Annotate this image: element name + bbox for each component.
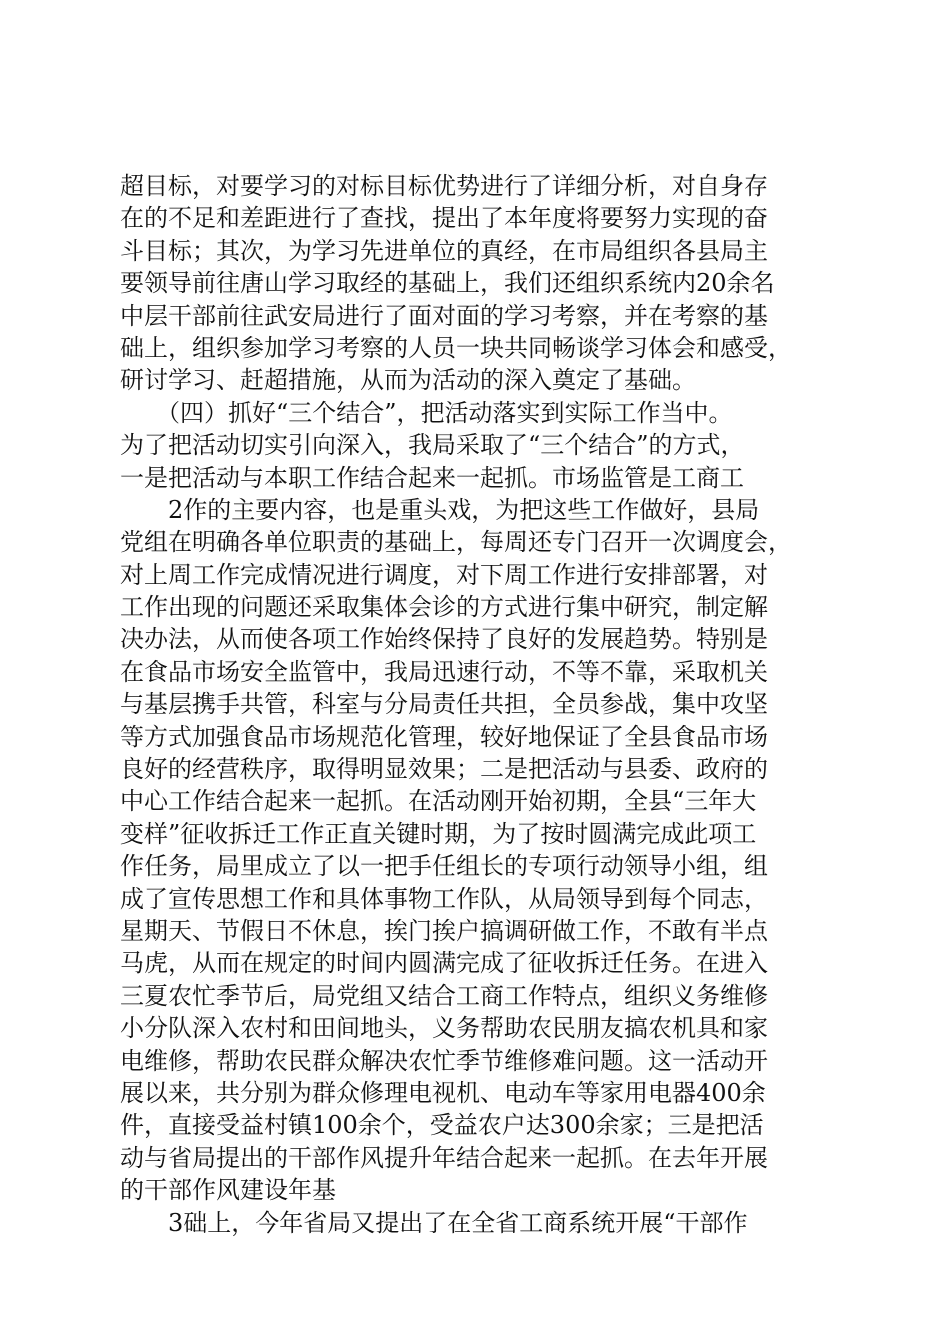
text-line: 在的不足和差距进行了查找，提出了本年度将要努力实现的奋 <box>120 204 768 233</box>
text-line: （四）抓好“三个结合”，把活动落实到实际工作当中。 <box>120 398 733 427</box>
text-line: 超目标，对要学习的对标目标优势进行了详细分析，对自身存 <box>120 172 768 200</box>
text-line: 中心工作结合起来一起抓。在活动刚开始初期，全县“三年大 <box>120 787 757 816</box>
text-line: 等方式加强食品市场规范化管理，较好地保证了全县食品市场 <box>120 722 768 751</box>
text-line: 对上周工作完成情况进行调度，对下周工作进行安排部署，对 <box>120 560 768 589</box>
text-line: 展以来，共分别为群众修理电视机、电动车等家用电器400余 <box>120 1078 766 1107</box>
text-line: 变样”征收拆迁工作正直关键时期，为了按时圆满完成此项工 <box>120 819 757 848</box>
document-body-text <box>120 170 840 1239</box>
text-line: 工作出现的问题还采取集体会诊的方式进行集中研究，制定解 <box>120 593 768 622</box>
text-line: 三夏农忙季节后，局党组又结合工商工作特点，组织义务维修 <box>120 981 768 1010</box>
text-line: 斗目标；其次，为学习先进单位的真经，在市局组织各县局主 <box>120 236 768 265</box>
text-line: 件，直接受益村镇100余个，受益农户达300余家；三是把活 <box>120 1111 764 1140</box>
text-line: 2作的主要内容，也是重头戏，为把这些工作做好，县局 <box>120 495 760 524</box>
text-line: 为了把活动切实引向深入，我局采取了“三个结合”的方式， <box>120 431 745 460</box>
text-line: 成了宣传思想工作和具体事物工作队，从局领导到每个同志， <box>120 884 768 913</box>
text-line: 小分队深入农村和田间地头，义务帮助农民朋友搞农机具和家 <box>120 1014 768 1043</box>
text-line: 星期天、节假日不休息，挨门挨户搞调研做工作，不敢有半点 <box>120 916 768 945</box>
text-line: 决办法，从而使各项工作始终保持了良好的发展趋势。特别是 <box>120 625 768 654</box>
text-line: 马虎，从而在规定的时间内圆满完成了征收拆迁任务。在进入 <box>120 949 768 978</box>
text-line: 要领导前往唐山学习取经的基础上，我们还组织系统内20余名 <box>120 269 775 298</box>
text-line: 作任务，局里成立了以一把手任组长的专项行动领导小组，组 <box>120 852 768 881</box>
text-line: 研讨学习、赶超措施，从而为活动的深入奠定了基础。 <box>120 366 696 395</box>
text-line: 的干部作风建设年基 <box>120 1176 336 1205</box>
text-line: 电维修，帮助农民群众解决农忙季节维修难问题。这一活动开 <box>120 1046 768 1075</box>
text-line: 党组在明确各单位职责的基础上，每周还专门召开一次调度会， <box>120 528 792 557</box>
text-line: 础上，组织参加学习考察的人员一块共同畅谈学习体会和感受， <box>120 333 792 362</box>
text-line: 与基层携手共管，科室与分局责任共担，全员参战，集中攻坚 <box>120 690 768 719</box>
text-line: 3础上，今年省局又提出了在全省工商系统开展“干部作 <box>120 1208 748 1237</box>
text-line: 中层干部前往武安局进行了面对面的学习考察，并在考察的基 <box>120 301 768 330</box>
text-line: 良好的经营秩序，取得明显效果；二是把活动与县委、政府的 <box>120 755 768 784</box>
text-line: 一是把活动与本职工作结合起来一起抓。市场监管是工商工 <box>120 463 744 492</box>
text-line: 动与省局提出的干部作风提升年结合起来一起抓。在去年开展 <box>120 1143 768 1172</box>
text-line: 在食品市场安全监管中，我局迅速行动，不等不靠，采取机关 <box>120 657 768 686</box>
